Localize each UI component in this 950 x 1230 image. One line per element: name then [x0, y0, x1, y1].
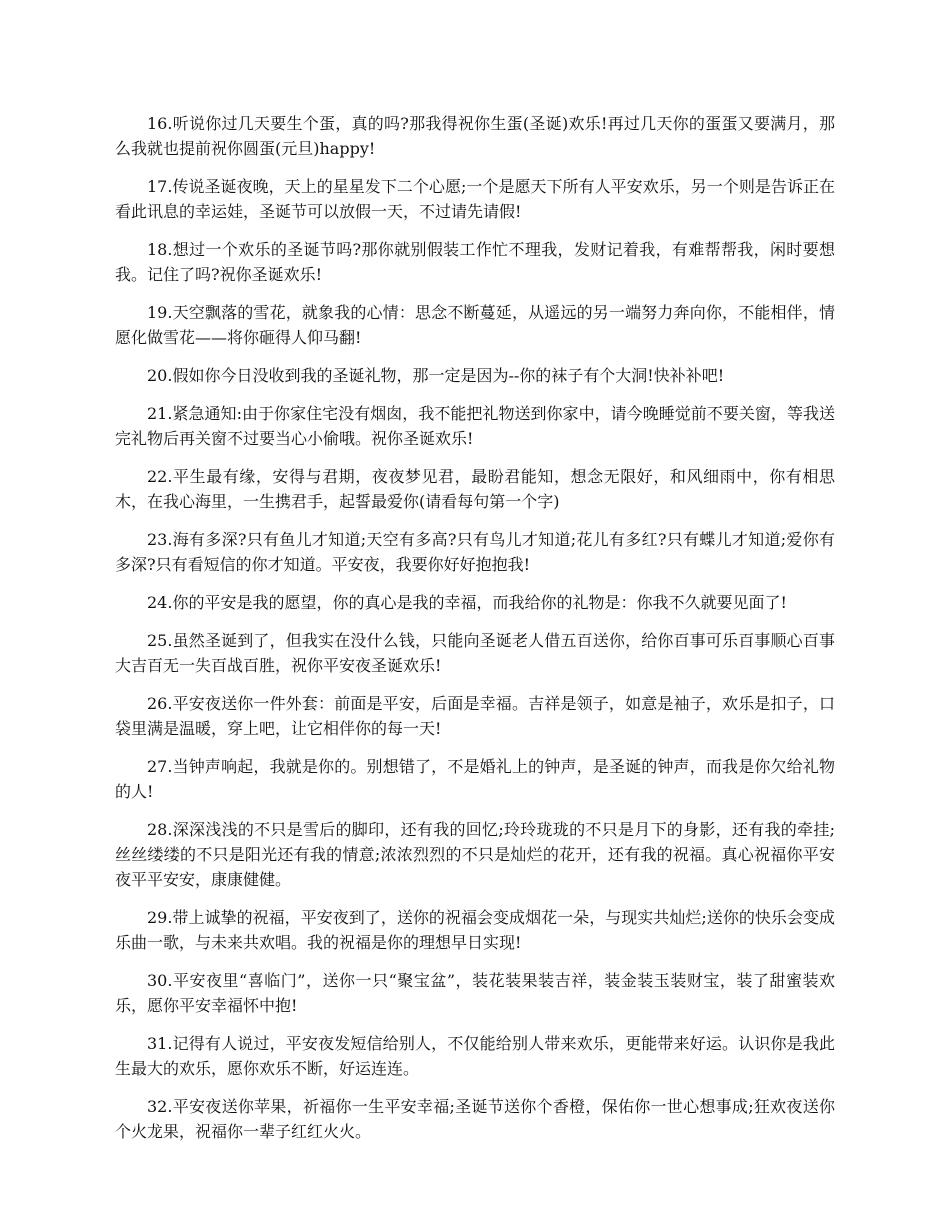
- paragraph-30: 30.平安夜里“喜临门”，送你一只“聚宝盆”，装花装果装吉祥，装金装玉装财宝，装了甜蜜装欢乐，愿你平安幸福怀中抱!: [115, 971, 835, 1015]
- paragraph-26: 26.平安夜送你一件外套：前面是平安，后面是幸福。吉祥是领子，如意是袖子，欢乐是扣子，口袋里满是温暖，穿上吧，让它相伴你的每一天!: [115, 694, 835, 738]
- paragraph-23: 23.海有多深?只有鱼儿才知道;天空有多高?只有鸟儿才知道;花儿有多红?只有蝶儿才知道;爱你有多深?只有看短信的你才知道。平安夜，我要你好好抱抱我!: [115, 530, 835, 574]
- paragraph-21: 21.紧急通知:由于你家住宅没有烟囱，我不能把礼物送到你家中，请今晚睡觉前不要关窗，等我送完礼物后再关窗不过要当心小偷哦。祝你圣诞欢乐!: [115, 404, 835, 448]
- paragraph-31: 31.记得有人说过，平安夜发短信给别人，不仅能给别人带来欢乐，更能带来好运。认识你是我此生最大的欢乐，愿你欢乐不断，好运连连。: [115, 1034, 835, 1078]
- paragraph-29: 29.带上诚挚的祝福，平安夜到了，送你的祝福会变成烟花一朵，与现实共灿烂;送你的快乐会变成乐曲一歌，与未来共欢唱。我的祝福是你的理想早日实现!: [115, 908, 835, 952]
- paragraph-32: 32.平安夜送你苹果，祈福你一生平安幸福;圣诞节送你个香橙，保佑你一世心想事成;狂欢夜送你个火龙果，祝福你一辈子红红火火。: [115, 1097, 835, 1141]
- paragraph-18: 18.想过一个欢乐的圣诞节吗?那你就别假装工作忙不理我，发财记着我，有难帮帮我，闲时要想我。记住了吗?祝你圣诞欢乐!: [115, 240, 835, 284]
- paragraph-28: 28.深深浅浅的不只是雪后的脚印，还有我的回忆;玲玲珑珑的不只是月下的身影，还有我的牵挂;丝丝缕缕的不只是阳光还有我的情意;浓浓烈烈的不只是灿烂的花开，还有我的祝福。真心祝福你平安夜平平安安，康康健健。: [115, 820, 835, 889]
- paragraph-22: 22.平生最有缘，安得与君期，夜夜梦见君，最盼君能知，想念无限好，和风细雨中，你有相思木，在我心海里，一生携君手，起誓最爱你(请看每句第一个字): [115, 467, 835, 511]
- document-page: [115, 111, 835, 1157]
- paragraph-27: 27.当钟声响起，我就是你的。别想错了，不是婚礼上的钟声，是圣诞的钟声，而我是你欠给礼物的人!: [115, 757, 835, 801]
- paragraph-24: 24.你的平安是我的愿望，你的真心是我的幸福，而我给你的礼物是：你我不久就要见面了!: [147, 593, 787, 612]
- paragraph-19: 19.天空飘落的雪花，就象我的心情：思念不断蔓延，从遥远的另一端努力奔向你，不能相伴，情愿化做雪花——将你砸得人仰马翻!: [115, 303, 835, 347]
- paragraph-20: 20.假如你今日没收到我的圣诞礼物，那一定是因为--你的袜子有个大洞!快补补吧!: [147, 366, 725, 385]
- paragraph-17: 17.传说圣诞夜晚，天上的星星发下二个心愿;一个是愿天下所有人平安欢乐，另一个则是告诉正在看此讯息的幸运娃，圣诞节可以放假一天，不过请先请假!: [115, 177, 835, 221]
- paragraph-25: 25.虽然圣诞到了，但我实在没什么钱，只能向圣诞老人借五百送你，给你百事可乐百事顺心百事大吉百无一失百战百胜，祝你平安夜圣诞欢乐!: [115, 631, 835, 675]
- paragraph-16: 16.听说你过几天要生个蛋，真的吗?那我得祝你生蛋(圣诞)欢乐!再过几天你的蛋蛋又要满月，那么我就也提前祝你圆蛋(元旦)happy!: [115, 114, 835, 158]
